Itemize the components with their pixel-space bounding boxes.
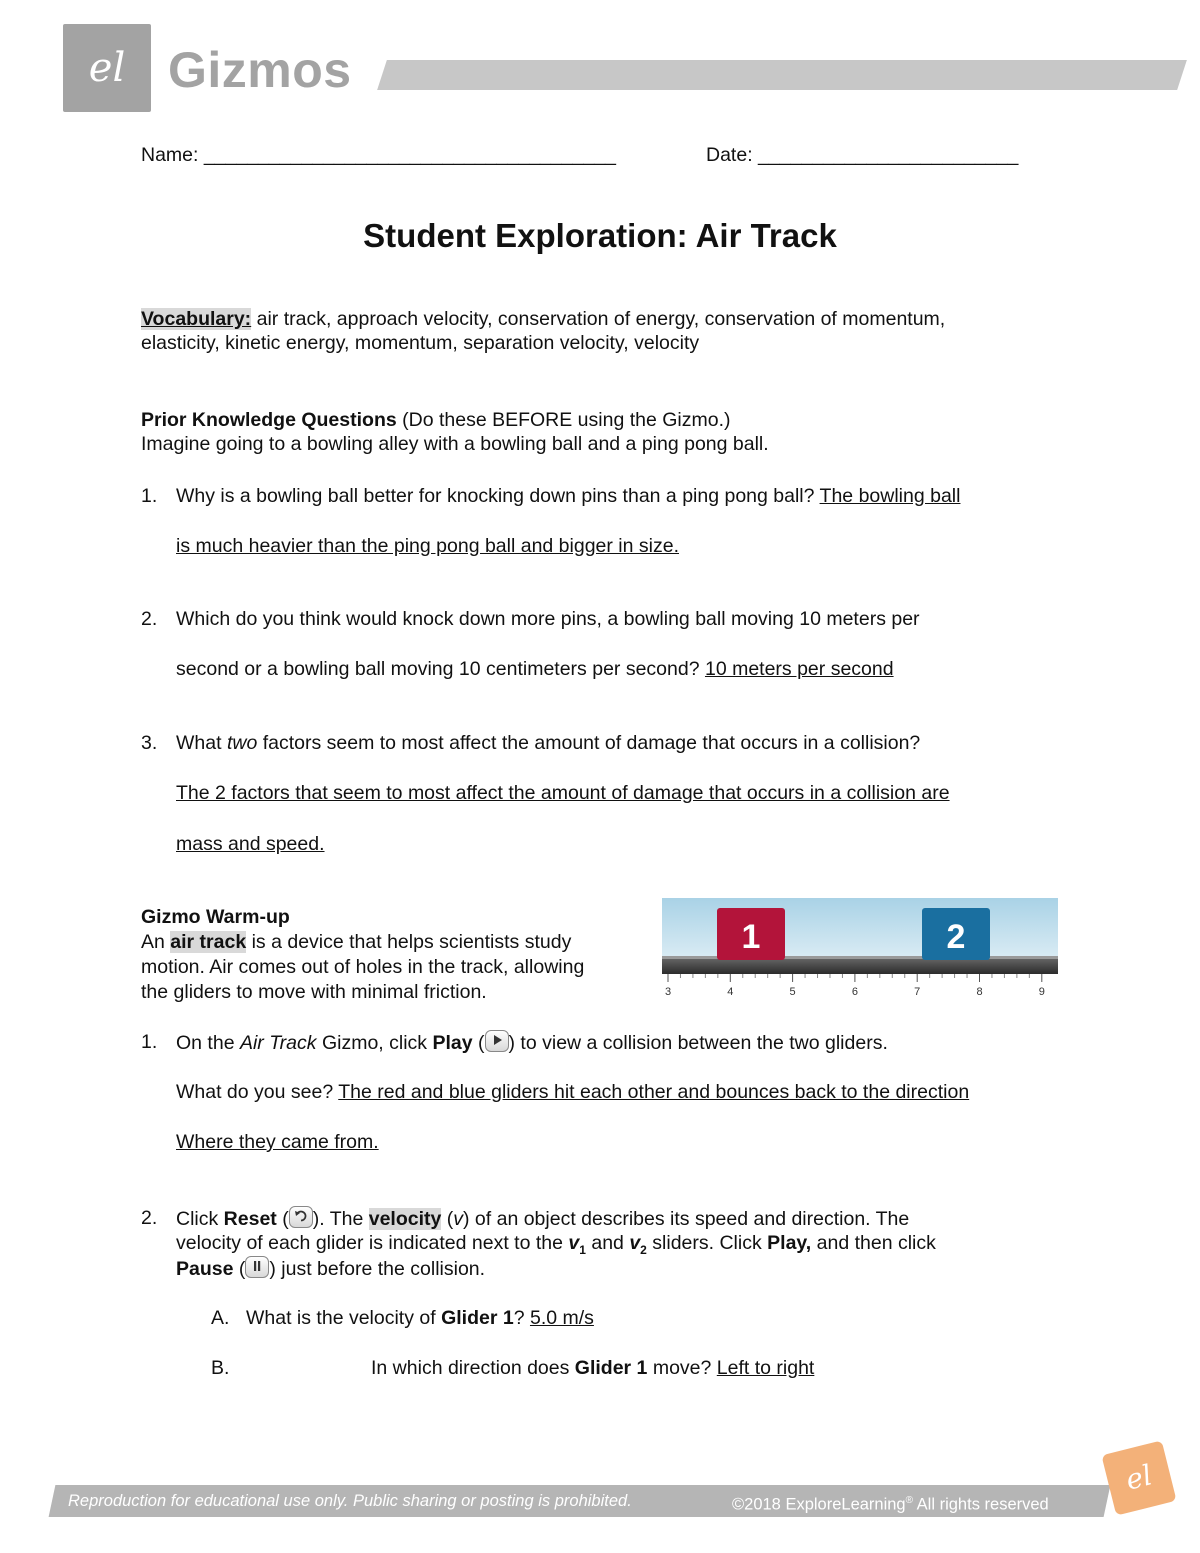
warmup-paragraph-line-1	[141, 930, 571, 954]
warmup-q1-answer-b: Where they came from.	[176, 1131, 379, 1153]
warmup-p-pre: An	[141, 931, 171, 953]
prior-heading: Prior Knowledge Questions	[141, 409, 397, 431]
warmup-paragraph-line-2: motion. Air comes out of holes in the track, allowing	[141, 956, 585, 978]
ruler-label-4: 4	[727, 986, 734, 998]
warmup-q1-em: Air Track	[239, 1032, 317, 1054]
vocabulary-line-1	[141, 307, 945, 331]
warmup-q2-v: v	[453, 1208, 464, 1230]
date-field	[706, 143, 1018, 167]
glider-2-label: 2	[946, 918, 966, 956]
warmup-q1-see-line	[176, 1080, 969, 1104]
warmup-q1-answer-a: The red and blue gliders hit each other and bounces back to the direction	[338, 1081, 970, 1103]
ruler-label-7: 7	[914, 986, 921, 998]
warmup-qb-pre: In which direction does	[371, 1357, 575, 1379]
ruler-background	[662, 974, 1058, 1000]
warmup-q2-open: (	[276, 1208, 289, 1230]
warmup-qa-pre: What is the velocity of	[246, 1307, 442, 1329]
date-line: ________________________	[758, 144, 1019, 166]
warmup-q2-v2: v	[629, 1232, 641, 1254]
name-line: ______________________________________	[203, 144, 616, 166]
prior-q2-line-2	[176, 657, 894, 681]
warmup-q2-play: Play,	[767, 1232, 812, 1254]
prior-q1-text: Why is a bowling ball better for knocking down pins than a ping pong ball?	[176, 485, 820, 507]
warmup-q1-post: ) to view a collision between the two gliders.	[508, 1032, 888, 1054]
warmup-q2-and: and	[585, 1232, 630, 1254]
warmup-q1-number: 1.	[141, 1031, 158, 1053]
warmup-qa-answer: 5.0 m/s	[529, 1307, 594, 1329]
logo-mark: el	[88, 45, 126, 91]
warmup-q2-line-1	[176, 1206, 909, 1231]
prior-q1	[176, 484, 960, 508]
prior-q2-text-a: Which do you think would knock down more pins, a bowling ball moving 10 meters per	[176, 608, 920, 630]
prior-q3-answer-a: The 2 factors that seem to most affect the amount of damage that occurs in a collision are	[176, 782, 950, 804]
prior-q3-emphasis: two	[226, 732, 258, 754]
vocabulary-text-1: air track, approach velocity, conservation of energy, conservation of momentum,	[251, 308, 946, 330]
glider-2	[922, 908, 990, 960]
page-title: Student Exploration: Air Track	[363, 217, 837, 254]
warmup-q2-line2-a: velocity of each glider is indicated next to the	[176, 1232, 569, 1254]
prior-note: (Do these BEFORE using the Gizmo.)	[396, 409, 731, 431]
prior-intro: Imagine going to a bowling alley with a bowling ball and a ping pong ball.	[141, 433, 769, 455]
warmup-q2-v1: v	[568, 1232, 580, 1254]
warmup-q2-line-3	[176, 1256, 485, 1281]
footer-copyright-text: ©2018 ExploreLearning	[732, 1495, 906, 1514]
footer-logo	[1101, 1440, 1176, 1515]
warmup-q2-open2: (	[233, 1258, 246, 1280]
ruler-label-6: 6	[851, 986, 858, 998]
brand-name: Gizmos	[168, 42, 352, 98]
warmup-qa-bold: Glider 1	[441, 1307, 514, 1329]
footer-disclaimer: Reproduction for educational use only. Public sharing or posting is prohibited.	[68, 1492, 632, 1510]
name-label: Name:	[141, 144, 199, 166]
ruler-label-8: 8	[976, 986, 983, 998]
warmup-q2-sub2: 2	[640, 1242, 647, 1257]
warmup-q2-b: (	[441, 1208, 454, 1230]
prior-q3-post: factors seem to most affect the amount of damage that occurs in a collision?	[257, 732, 921, 754]
vocabulary-line-2: elasticity, kinetic energy, momentum, separation velocity, velocity	[141, 332, 700, 354]
warmup-q2-c: ) of an object describes its speed and direction. The	[463, 1208, 910, 1230]
warmup-qb	[371, 1356, 814, 1380]
pause-icon	[245, 1256, 269, 1278]
warmup-qb-answer: Left to right	[716, 1357, 815, 1379]
warmup-term-velocity: velocity	[368, 1208, 442, 1230]
prior-q3-pre: What	[176, 732, 227, 754]
date-label: Date:	[706, 144, 753, 166]
warmup-qb-post: move?	[647, 1357, 717, 1379]
warmup-p-post: is a device that helps scientists study	[246, 931, 572, 953]
prior-q1-answer-b: is much heavier than the ping pong ball and bigger in size.	[176, 535, 679, 557]
warmup-q2-a: ). The	[312, 1208, 369, 1230]
ruler-label-9: 9	[1038, 986, 1045, 998]
footer-reg: ®	[905, 1495, 913, 1506]
header-bar	[377, 60, 1187, 90]
warmup-q1-play: Play	[432, 1032, 473, 1054]
warmup-q2-line2-c: and then click	[811, 1232, 936, 1254]
name-field	[141, 143, 616, 167]
warmup-qb-bold: Glider 1	[574, 1357, 648, 1379]
play-icon	[485, 1030, 509, 1052]
glider-1-label: 1	[741, 918, 761, 956]
warmup-q2-line3: ) just before the collision.	[269, 1258, 486, 1280]
glider-1	[717, 908, 785, 960]
prior-q2-number: 2.	[141, 608, 158, 630]
warmup-term-air-track: air track	[170, 931, 247, 953]
warmup-qb-letter: B.	[211, 1357, 230, 1379]
warmup-qa-post: ?	[513, 1307, 530, 1329]
warmup-q1-open: (	[472, 1032, 485, 1054]
ruler-label-3: 3	[664, 986, 672, 998]
footer-copyright	[732, 1489, 1049, 1517]
ruler-label-5: 5	[789, 986, 796, 998]
warmup-q2-sub1: 1	[579, 1242, 586, 1257]
vocabulary-label: Vocabulary:	[141, 308, 252, 330]
prior-q1-answer-a: The bowling ball	[819, 485, 961, 507]
prior-q2-text-b: second or a bowling ball moving 10 centimeters per second?	[176, 658, 705, 680]
warmup-q2-line2-b: sliders. Click	[646, 1232, 768, 1254]
air-track-image	[662, 898, 1058, 1000]
warmup-q2-reset: Reset	[223, 1208, 277, 1230]
warmup-q2-number: 2.	[141, 1207, 158, 1229]
prior-q3-answer-b: mass and speed.	[176, 833, 325, 855]
footer-rights: All rights reserved	[913, 1495, 1049, 1514]
warmup-q1-pre: On the	[176, 1032, 240, 1054]
prior-q1-number: 1.	[141, 485, 158, 507]
prior-knowledge-heading	[141, 408, 731, 432]
explorelearning-logo	[63, 24, 151, 112]
warmup-q1-see: What do you see?	[176, 1081, 339, 1103]
warmup-q1-mid: Gizmo, click	[316, 1032, 433, 1054]
reset-icon	[289, 1206, 313, 1228]
prior-q2-answer: 10 meters per second	[704, 658, 894, 680]
prior-q3	[176, 731, 920, 755]
warmup-qa	[246, 1306, 594, 1330]
warmup-heading: Gizmo Warm-up	[141, 906, 290, 928]
footer-logo-mark: el	[1122, 1458, 1156, 1497]
warmup-q1	[176, 1030, 888, 1055]
warmup-q2-pause: Pause	[176, 1258, 234, 1280]
warmup-paragraph-line-3: the gliders to move with minimal friction.	[141, 981, 487, 1003]
warmup-qa-letter: A.	[211, 1307, 230, 1329]
prior-q3-number: 3.	[141, 732, 158, 754]
warmup-q2-click: Click	[176, 1208, 224, 1230]
